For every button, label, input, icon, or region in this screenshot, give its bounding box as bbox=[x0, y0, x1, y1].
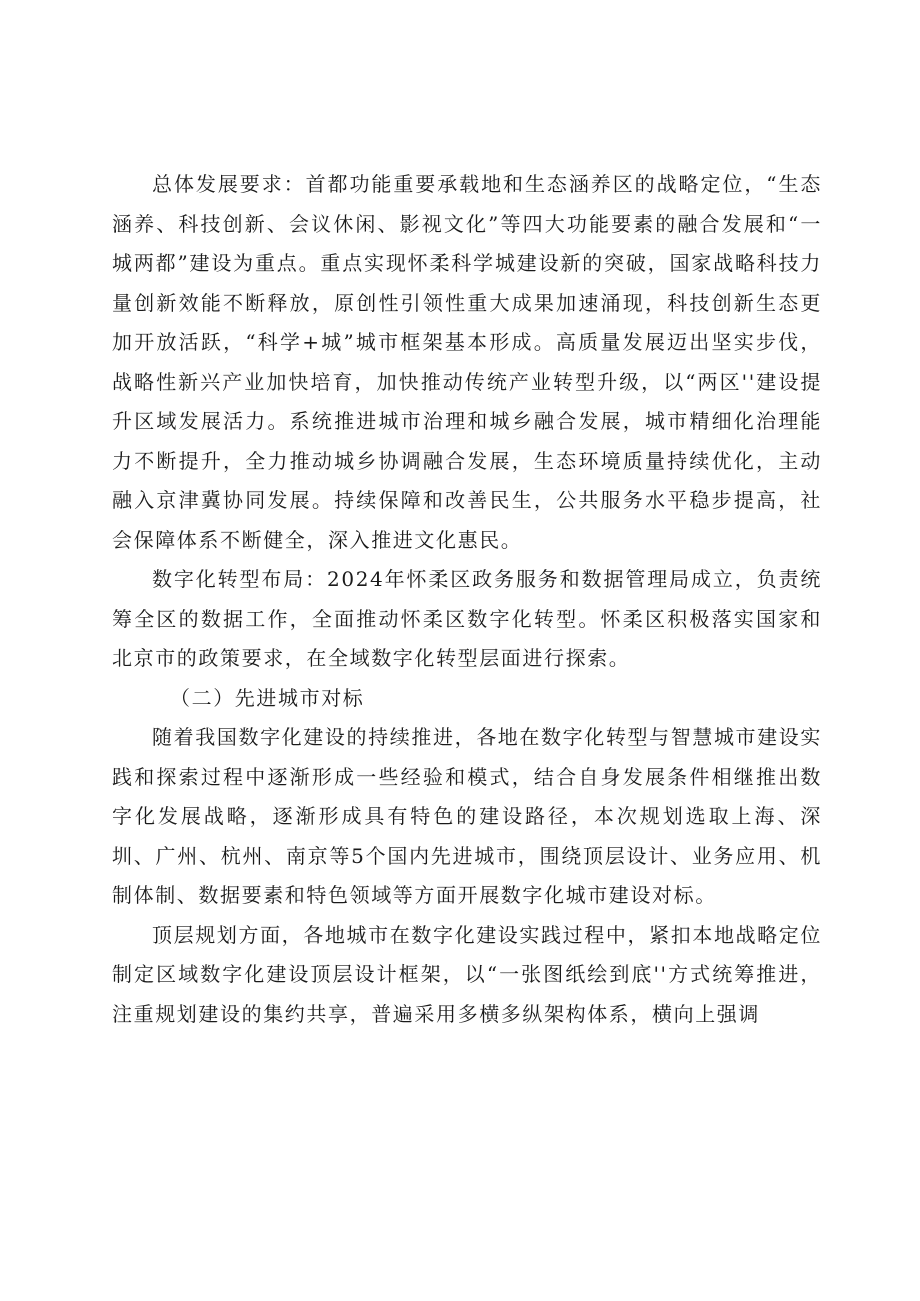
document-body bbox=[112, 165, 822, 1034]
paragraph-top-level-planning: 顶层规划方面，各地城市在数字化建设实践过程中，紧扣本地战略定位制定区域数字化建设顶层设计框架，以“一张图纸绘到底''方式统筹推进，注重规划建设的集约共享，普遍采用多横多纵架构体系，横向上强调 bbox=[112, 922, 822, 1026]
paragraph-benchmark-overview: 随着我国数字化建设的持续推进，各地在数字化转型与智慧城市建设实践和探索过程中逐渐形成一些经验和模式，结合自身发展条件相继推出数字化发展战略，逐渐形成具有特色的建设路径，本次规划选取上海、深圳、广州、杭州、南京等5个国内先进城市，围绕顶层设计、业务应用、机制体制、数据要素和特色领域等方面开展数字化城市建设对标。 bbox=[112, 725, 822, 907]
paragraph-development-requirements: 总体发展要求：首都功能重要承载地和生态涵养区的战略定位，“生态涵养、科技创新、会议休闲、影视文化”等四大功能要素的融合发展和“一城两都”建设为重点。重点实现怀柔科学城建设新的突破，国家战略科技力量创新效能不断释放，原创性引领性重大成果加速涌现，科技创新生态更加开放活跃，“科学+城”城市框架基本形成。高质量发展迈出坚实步伐，战略性新兴产业加快培育，加快推动传统产业转型升级，以“两区''建设提升区域发展活力。系统推进城市治理和城乡融合发展，城市精细化治理能力不断提升，全力推动城乡协调融合发展，生态环境质量持续优化，主动融入京津冀协同发展。持续保障和改善民生，公共服务水平稳步提高，社会保障体系不断健全，深入推进文化惠民。 bbox=[112, 172, 822, 552]
paragraph-digital-transformation-layout: 数字化转型布局：2024年怀柔区政务服务和数据管理局成立，负责统筹全区的数据工作，全面推动怀柔区数字化转型。怀柔区积极落实国家和北京市的政策要求，在全域数字化转型层面进行探索。 bbox=[112, 567, 822, 670]
section-heading-advanced-city-benchmark: （二）先进城市对标 bbox=[170, 685, 365, 710]
